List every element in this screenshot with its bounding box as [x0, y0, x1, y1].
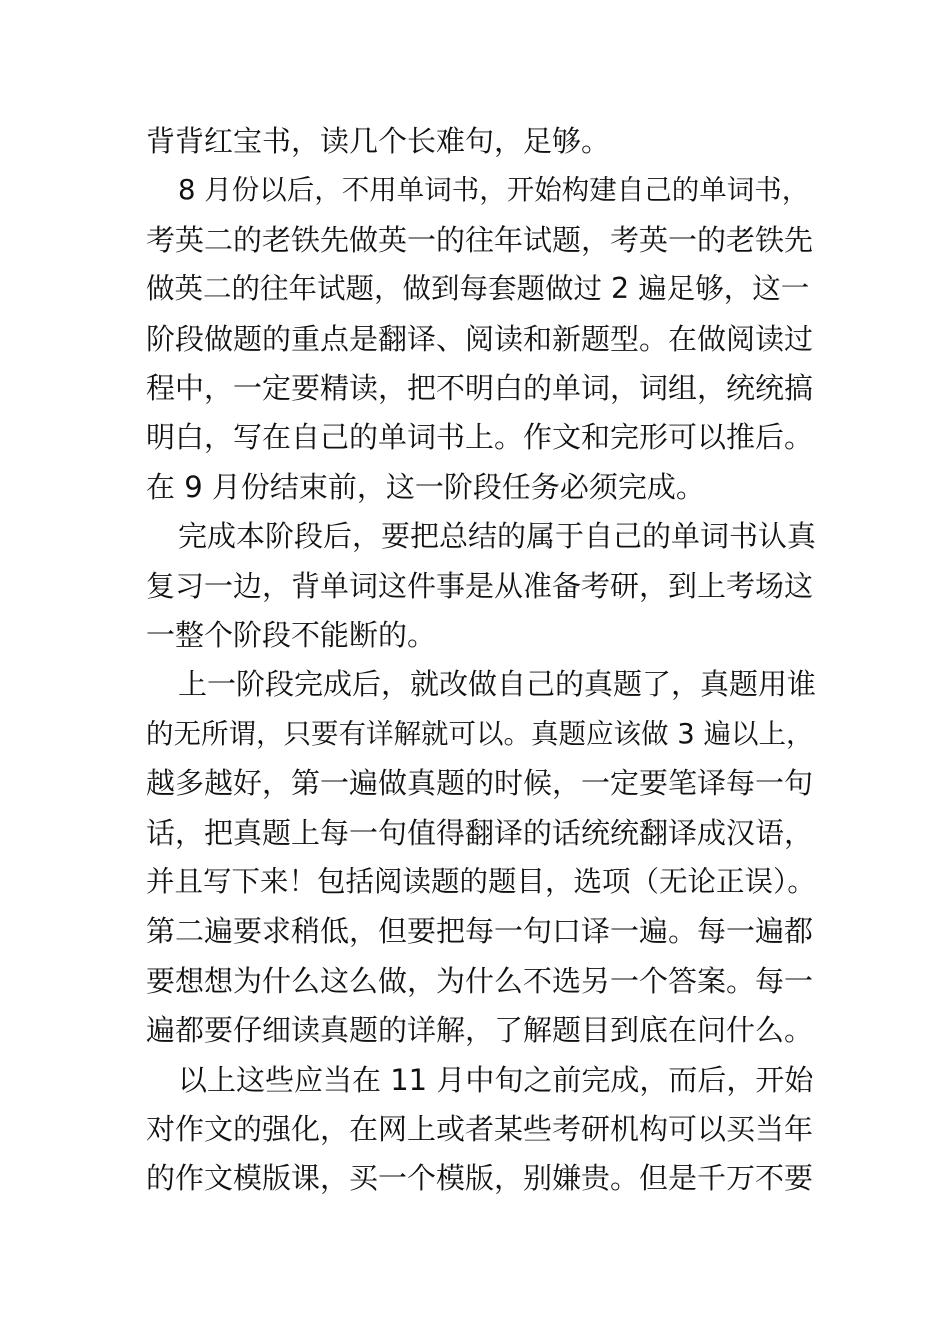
text-line: 以上这些应当在 11 月中旬之前完成，而后，开始: [178, 1063, 814, 1097]
text-line: 第二遍要求稍低，但要把每一句口译一遍。每一遍都: [146, 914, 814, 948]
text-line: 阶段做题的重点是翻译、阅读和新题型。在做阅读过: [146, 322, 814, 356]
text-line: 的作文模版课，买一个模版，别嫌贵。但是千万不要: [146, 1161, 814, 1195]
text-line: 明白，写在自己的单词书上。作文和完形可以推后。: [146, 420, 814, 454]
text-line: 要想想为什么这么做，为什么不选另一个答案。每一: [146, 964, 814, 998]
text-line: 8 月份以后，不用单词书，开始构建自己的单词书，: [178, 174, 810, 206]
text-line: 越多越好，第一遍做真题的时候，一定要笔译每一句: [146, 766, 814, 800]
text-line: 并且写下来！包括阅读题的题目，选项（无论正误）。: [146, 865, 816, 898]
text-line: 完成本阶段后，要把总结的属于自己的单词书认真: [178, 519, 816, 553]
text-line: 话，把真题上每一句值得翻译的话统统翻译成汉语，: [146, 816, 814, 850]
text-line: 做英二的往年试题，做到每套题做过 2 遍足够，这一: [146, 272, 810, 305]
text-line: 的无所谓，只要有详解就可以。真题应该做 3 遍以上，: [146, 718, 814, 750]
text-line: 对作文的强化，在网上或者某些考研机构可以买当年: [146, 1112, 814, 1146]
text-line: 遍都要仔细读真题的详解，了解题目到底在问什么。: [146, 1013, 814, 1047]
text-line: 在 9 月份结束前，这一阶段任务必须完成。: [146, 470, 705, 504]
text-line: 背背红宝书，读几个长难句，足够。: [146, 124, 611, 158]
text-line: 一整个阶段不能断的。: [146, 618, 437, 652]
text-line: 上一阶段完成后，就改做自己的真题了，真题用谁: [178, 667, 816, 701]
text-line: 复习一边，背单词这件事是从准备考研，到上考场这: [146, 569, 814, 603]
text-line: 程中，一定要精读，把不明白的单词，词组，统统搞: [146, 371, 814, 405]
text-line: 考英二的老铁先做英一的往年试题，考英一的老铁先: [146, 223, 814, 257]
